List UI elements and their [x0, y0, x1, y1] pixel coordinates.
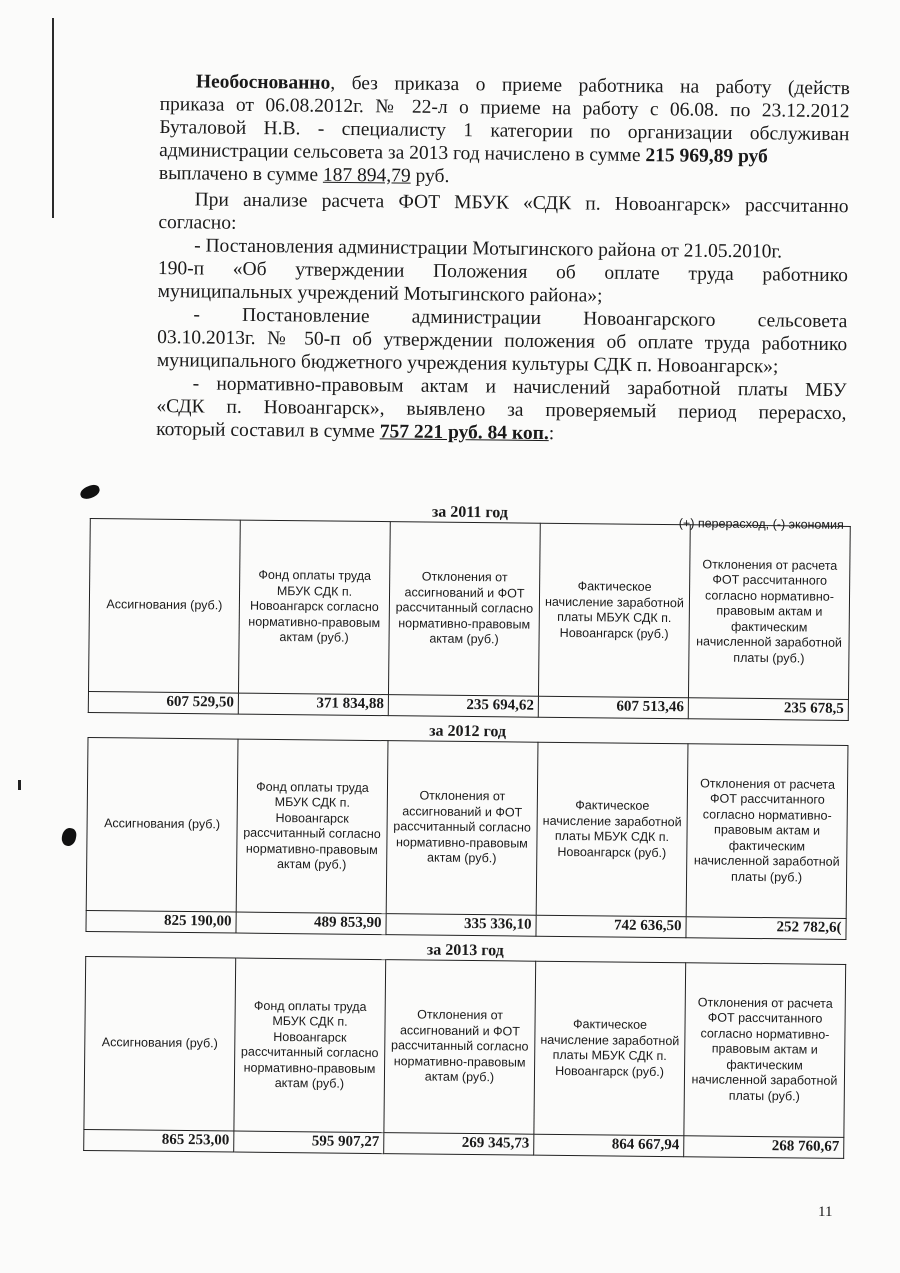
header-cell: Ассигнования (руб.)	[86, 737, 238, 912]
text-line: - Постановление администрации Новоангарского сельсовета	[193, 304, 848, 333]
header-cell: Ассигнования (руб.)	[84, 956, 236, 1131]
text-line: 03.10.2013г. № 50-п об утверждении положения об оплате труда работнико	[157, 326, 848, 356]
value-cell: 865 253,00	[84, 1129, 234, 1152]
text-line: который составил в сумме 757 221 руб. 84 коп.:	[156, 418, 555, 445]
value-cell: 335 336,10	[386, 914, 536, 937]
value-cell: 268 760,67	[684, 1136, 844, 1159]
text-line: муниципального бюджетного учреждения культуры СДК п. Новоангарск»;	[156, 349, 779, 378]
text-line: согласно:	[158, 211, 237, 234]
text-line: выплачено в сумме 187 894,79 руб.	[158, 162, 450, 188]
text-line: «СДК п. Новоангарск», выявлено за проверяемый период перерасхо,	[156, 395, 847, 425]
header-cell: Фактическое начисление заработной платы МБУК СДК п. Новоангарск (руб.)	[536, 742, 688, 917]
margin-mark	[18, 780, 21, 790]
table-title: за 2012 год	[429, 722, 507, 741]
text-line: 190-п «Об утверждении Положения об оплате труда работнико	[157, 257, 848, 287]
header-cell: Отклонения от расчета ФОТ рассчитанного согласно нормативно-правовым актам и фактическим начисленной заработной платы (руб.)	[686, 744, 848, 919]
legend-note: (+) перерасход, (-) экономия	[678, 516, 844, 532]
header-cell: Фактическое начисление заработной платы МБУК СДК п. Новоангарск (руб.)	[538, 523, 690, 698]
value-cell: 235 694,62	[388, 695, 538, 718]
table-header-row	[84, 956, 846, 1137]
header-cell: Отклонения от ассигнований и ФОТ рассчитанный согласно нормативно-правовым актам (руб.)	[386, 741, 538, 916]
header-cell: Отклонения от расчета ФОТ рассчитанного согласно нормативно-правовым актам и фактическим начисленной заработной платы (руб.)	[688, 525, 850, 700]
header-cell: Отклонения от ассигнований и ФОТ рассчитанный согласно нормативно-правовым актам (руб.)	[384, 960, 536, 1135]
page-number: 11	[818, 1204, 833, 1220]
table-header-row	[88, 519, 850, 700]
ink-blot	[79, 483, 102, 501]
header-cell: Отклонения от ассигнований и ФОТ рассчитанный согласно нормативно-правовым актам (руб.)	[388, 522, 540, 697]
table-title: за 2011 год (+) перерасход, (-) экономия	[431, 503, 844, 532]
value-cell: 371 834,88	[238, 693, 388, 716]
header-cell: Фактическое начисление заработной платы МБУК СДК п. Новоангарск (руб.)	[534, 961, 686, 1136]
value-cell: 252 782,6(	[686, 917, 846, 940]
header-cell: Фонд оплаты труда МБУК СДК п. Новоангарск согласно нормативно-правовым актам (руб.)	[238, 520, 390, 695]
margin-line	[52, 18, 54, 218]
value-cell: 235 678,5	[688, 698, 848, 721]
table-title: за 2013 год	[426, 941, 504, 960]
table-header-row	[86, 737, 848, 918]
text-line: - Постановления администрации Мотыгинского района от 21.05.2010г.	[194, 235, 783, 263]
table-2011	[88, 518, 851, 721]
value-cell: 864 667,94	[534, 1134, 684, 1157]
header-cell: Фонд оплаты труда МБУК СДК п. Новоангарск рассчитанный согласно нормативно-правовым актам (руб.)	[236, 739, 388, 914]
text-line: муниципальных учреждений Мотыгинского района»;	[157, 280, 603, 307]
header-cell: Отклонения от расчета ФОТ рассчитанного согласно нормативно-правовым актам и фактическим начисленной заработной платы (руб.)	[684, 963, 846, 1138]
value-cell: 825 190,00	[86, 910, 236, 933]
body-text	[156, 70, 850, 448]
text-line: - нормативно-правовым актам и начислений заработной платы МБУ	[192, 373, 847, 402]
header-cell: Ассигнования (руб.)	[88, 519, 240, 694]
table-2012	[85, 737, 848, 940]
text-line: Буталовой Н.В. - специалисту 1 категории по организации обслуживан	[159, 116, 850, 146]
ink-blot	[61, 827, 78, 847]
value-cell: 607 513,46	[538, 696, 688, 719]
overspend-tables	[83, 500, 850, 1165]
header-cell: Фонд оплаты труда МБУК СДК п. Новоангарск рассчитанный согласно нормативно-правовым актам (руб.)	[234, 958, 386, 1133]
value-cell: 742 636,50	[536, 915, 686, 938]
text-line: При анализе расчета ФОТ МБУК «СДК п. Новоангарск» рассчитанно	[194, 189, 849, 218]
table-2013	[83, 956, 846, 1159]
value-cell: 489 853,90	[236, 912, 386, 935]
value-cell: 607 529,50	[88, 691, 238, 714]
value-cell: 269 345,73	[384, 1133, 534, 1156]
text-line: администрации сельсовета за 2013 год начислено в сумме 215 969,89 руб	[159, 139, 768, 168]
value-cell: 595 907,27	[234, 1131, 384, 1154]
text-line: Необоснованно, без приказа о приеме работника на работу (действ	[195, 71, 850, 100]
text-line: приказа от 06.08.2012г. № 22-л о приеме на работу с 06.08. по 23.12.2012	[159, 93, 850, 123]
